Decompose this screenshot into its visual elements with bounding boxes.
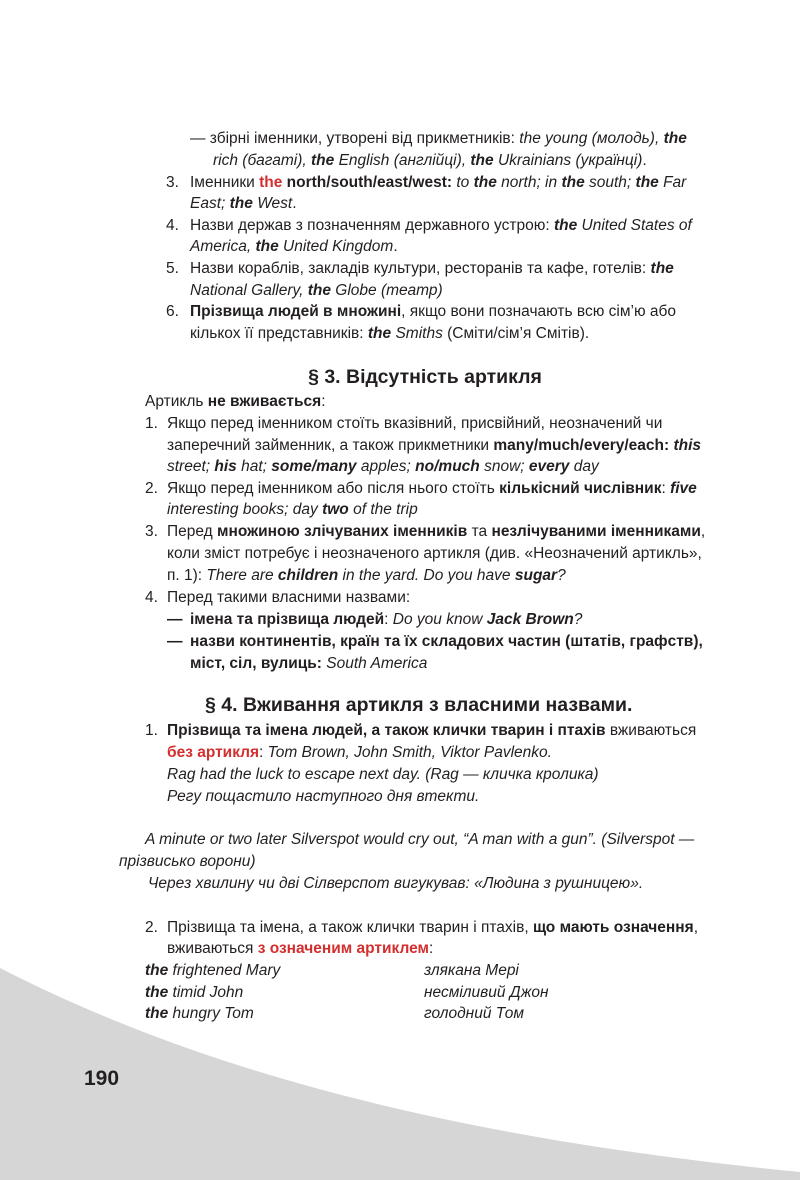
text: (Сміти/сім’я Смітів).: [442, 325, 590, 342]
example: Globe (театр): [330, 282, 443, 299]
rule-names-no-article: [167, 720, 696, 742]
rule-names-with-modifier: [167, 917, 698, 939]
rule-cardinal-directions: [190, 172, 686, 194]
article: the: [663, 130, 687, 147]
example: south;: [584, 174, 636, 191]
text: Іменники: [190, 174, 260, 191]
page-number: 190: [84, 1067, 120, 1090]
keyword: north/south/east/west:: [282, 174, 453, 191]
article-highlight: the: [259, 174, 283, 191]
text: Якщо перед іменником або після нього стоїть: [167, 480, 500, 497]
item-number: 4.: [166, 217, 179, 234]
rule-pronouns-cont: [167, 435, 701, 457]
keyword: Прізвища та імена людей, а також клички тварин і птахів: [167, 722, 606, 739]
example-keyword: his: [214, 458, 237, 475]
keyword: кількісний числівник: [499, 480, 662, 497]
punct: .: [642, 152, 647, 169]
dash: —: [167, 633, 183, 650]
keyword: many/much/every/each:: [493, 437, 670, 454]
example: in the yard. Do you have: [338, 567, 515, 584]
rule-state-names: [190, 215, 692, 237]
keyword: незлічуваними іменниками: [491, 523, 701, 540]
text: Назви кораблів, закладів культури, ресторанів та кафе, готелів:: [190, 260, 651, 277]
example: snow;: [479, 458, 529, 475]
example: United States of: [577, 217, 692, 234]
keyword: імена та прізвища людей: [190, 611, 385, 628]
rule-cardinal-numeral-cont: [167, 499, 418, 521]
article: the: [311, 152, 335, 169]
keyword: назви континентів, країн та їх складових частин (штатів, графств),: [190, 633, 703, 650]
example: north; in: [496, 174, 562, 191]
example-silverspot-en-cont: прізвисько ворони): [119, 853, 256, 870]
example: Smiths: [391, 325, 443, 342]
rule-cardinal-directions-cont: [190, 193, 297, 215]
example-en: timid John: [168, 984, 244, 1001]
rule-countable-plural: [167, 521, 705, 543]
article: the: [473, 174, 497, 191]
example: to: [452, 174, 474, 191]
keyword: міст, сіл, вулиць:: [190, 655, 322, 672]
example: ?: [557, 567, 566, 584]
example-translation: голодний Том: [424, 1005, 524, 1022]
article: the: [470, 152, 494, 169]
punct: ,: [693, 919, 699, 936]
punct: :: [429, 940, 434, 957]
highlight-definite-article: з означеним артиклем: [257, 940, 430, 957]
example: the young (молодь),: [519, 130, 664, 147]
example-row: [145, 982, 243, 1004]
rule-pronouns-examples: [167, 456, 599, 478]
section-heading-4: § 4. Вживання артикля з власними назвами.: [205, 694, 633, 716]
example-en: frightened Mary: [168, 962, 281, 979]
item-number: 2.: [145, 919, 158, 936]
text: збірні іменники, утворені від прикметників:: [205, 130, 520, 147]
rule-plural-surnames: [190, 301, 676, 323]
example: America,: [190, 238, 256, 255]
text: Назви держав з позначенням державного устрою:: [190, 217, 554, 234]
rule-state-names-cont: [190, 236, 398, 258]
rule-cardinal-numeral: [167, 478, 697, 500]
item-number: 2.: [145, 480, 158, 497]
example: hat;: [236, 458, 272, 475]
rule-plural-surnames-cont: [190, 323, 589, 345]
example: There are: [206, 567, 278, 584]
example-row: [145, 960, 280, 982]
rule-ships-culture-cont: [190, 280, 443, 302]
example: Do you know: [392, 611, 487, 628]
example: of the trip: [348, 501, 418, 518]
text: коли зміст потребує і неозначеного артикля (див. «Неозначений артикль»,: [167, 545, 702, 562]
example: street;: [167, 458, 215, 475]
example: South America: [321, 655, 428, 672]
keyword: множиною злічуваних іменників: [217, 523, 468, 540]
punct: :: [661, 480, 671, 497]
subrule-geographic-names-cont: [190, 653, 427, 675]
example: West: [252, 195, 293, 212]
article: the: [367, 325, 392, 342]
rule-ships-culture: [190, 258, 674, 280]
example: United Kingdom: [278, 238, 394, 255]
text: та: [467, 523, 492, 540]
rule-proper-names: [167, 587, 410, 609]
example: Far: [658, 174, 687, 191]
text: Артикль: [145, 393, 208, 410]
example: this: [669, 437, 702, 454]
keyword: Прізвища людей в множині: [190, 303, 402, 320]
example-keyword: every: [528, 458, 570, 475]
text: Прізвища та імена, а також клички тварин і птахів,: [167, 919, 533, 936]
keyword: що мають означення: [532, 919, 694, 936]
item-number: 1.: [145, 415, 158, 432]
rule-countable-plural-examples: [167, 565, 566, 587]
item-number: 6.: [166, 303, 179, 320]
item-number: 5.: [166, 260, 179, 277]
section-intro: [145, 391, 326, 413]
bullet-collective-nouns: [190, 128, 687, 150]
bullet-collective-nouns-cont: [213, 150, 647, 172]
subrule-person-names: [190, 609, 582, 631]
article: the: [145, 984, 169, 1001]
example: National Gallery,: [190, 282, 308, 299]
punct: .: [292, 195, 297, 212]
text: п. 1):: [167, 567, 207, 584]
punct: .: [393, 238, 398, 255]
punct: :: [384, 611, 393, 628]
example: apples;: [356, 458, 416, 475]
highlight-no-article: без артикля: [167, 744, 260, 761]
example: English (англійці),: [334, 152, 471, 169]
article: the: [561, 174, 585, 191]
article: the: [145, 962, 169, 979]
article: the: [307, 282, 331, 299]
example-silverspot-uk: Через хвилину чи дві Сілверспот вигукував: «Людина з рушницею».: [148, 875, 644, 892]
example: Ukrainians (українці): [493, 152, 643, 169]
rule-names-with-modifier-cont: [167, 938, 433, 960]
example-en: hungry Tom: [168, 1005, 254, 1022]
text: кількох її представників:: [190, 325, 368, 342]
example-keyword: some/many: [271, 458, 357, 475]
punct: :: [259, 744, 268, 761]
example-keyword: two: [322, 501, 349, 518]
article: the: [650, 260, 674, 277]
example: ?: [573, 611, 583, 628]
section-heading-3: § 3. Відсутність артикля: [308, 366, 542, 388]
dash: —: [167, 611, 183, 628]
example-silverspot-en: A minute or two later Silverspot would cry out, “A man with a gun”. (Silverspot —: [145, 831, 695, 848]
punct: ,: [700, 523, 706, 540]
article: the: [255, 238, 279, 255]
text: заперечний займенник, а також прикметники: [167, 437, 494, 454]
article: the: [553, 217, 578, 234]
item-number: 1.: [145, 722, 158, 739]
text: , якщо вони позначають всю сім’ю або: [401, 303, 677, 320]
item-number: 3.: [145, 523, 158, 540]
example-keyword: children: [277, 567, 339, 584]
example: Tom Brown, John Smith, Viktor Pavlenko.: [267, 744, 552, 761]
example-translation: злякана Мері: [424, 962, 519, 979]
example-keyword: Jack Brown: [486, 611, 574, 628]
example-rag-en: Rag had the luck to escape next day. (Rag — кличка кролика): [167, 766, 599, 783]
keyword: не вживається: [207, 393, 322, 410]
article: the: [635, 174, 659, 191]
example-keyword: sugar: [514, 567, 558, 584]
article: the: [145, 1005, 169, 1022]
dash: —: [190, 130, 206, 147]
rule-pronouns: [167, 413, 662, 435]
text: Якщо перед іменником стоїть вказівний, присвійний, неозначений чи: [167, 415, 663, 432]
article: the: [229, 195, 253, 212]
example: East;: [190, 195, 230, 212]
example-keyword: five: [670, 480, 697, 497]
item-number: 3.: [166, 174, 179, 191]
example-keyword: no/much: [415, 458, 480, 475]
example-translation: несміливий Джон: [424, 984, 549, 1001]
example: day: [569, 458, 599, 475]
example: rich (багаті),: [213, 152, 312, 169]
text: Перед такими власними назвами:: [167, 589, 411, 606]
subrule-geographic-names: [190, 631, 703, 653]
item-number: 4.: [145, 589, 158, 606]
text: Перед: [167, 523, 218, 540]
example-rag-uk: Регу пощастило наступного дня втекти.: [167, 788, 480, 805]
punct: :: [321, 393, 326, 410]
text: вживаються: [167, 940, 258, 957]
rule-countable-plural-cont: [167, 543, 702, 565]
example-row: [145, 1003, 254, 1025]
text: вживаються: [605, 722, 697, 739]
rule-names-no-article-cont: [167, 742, 552, 764]
example: interesting books; day: [167, 501, 323, 518]
